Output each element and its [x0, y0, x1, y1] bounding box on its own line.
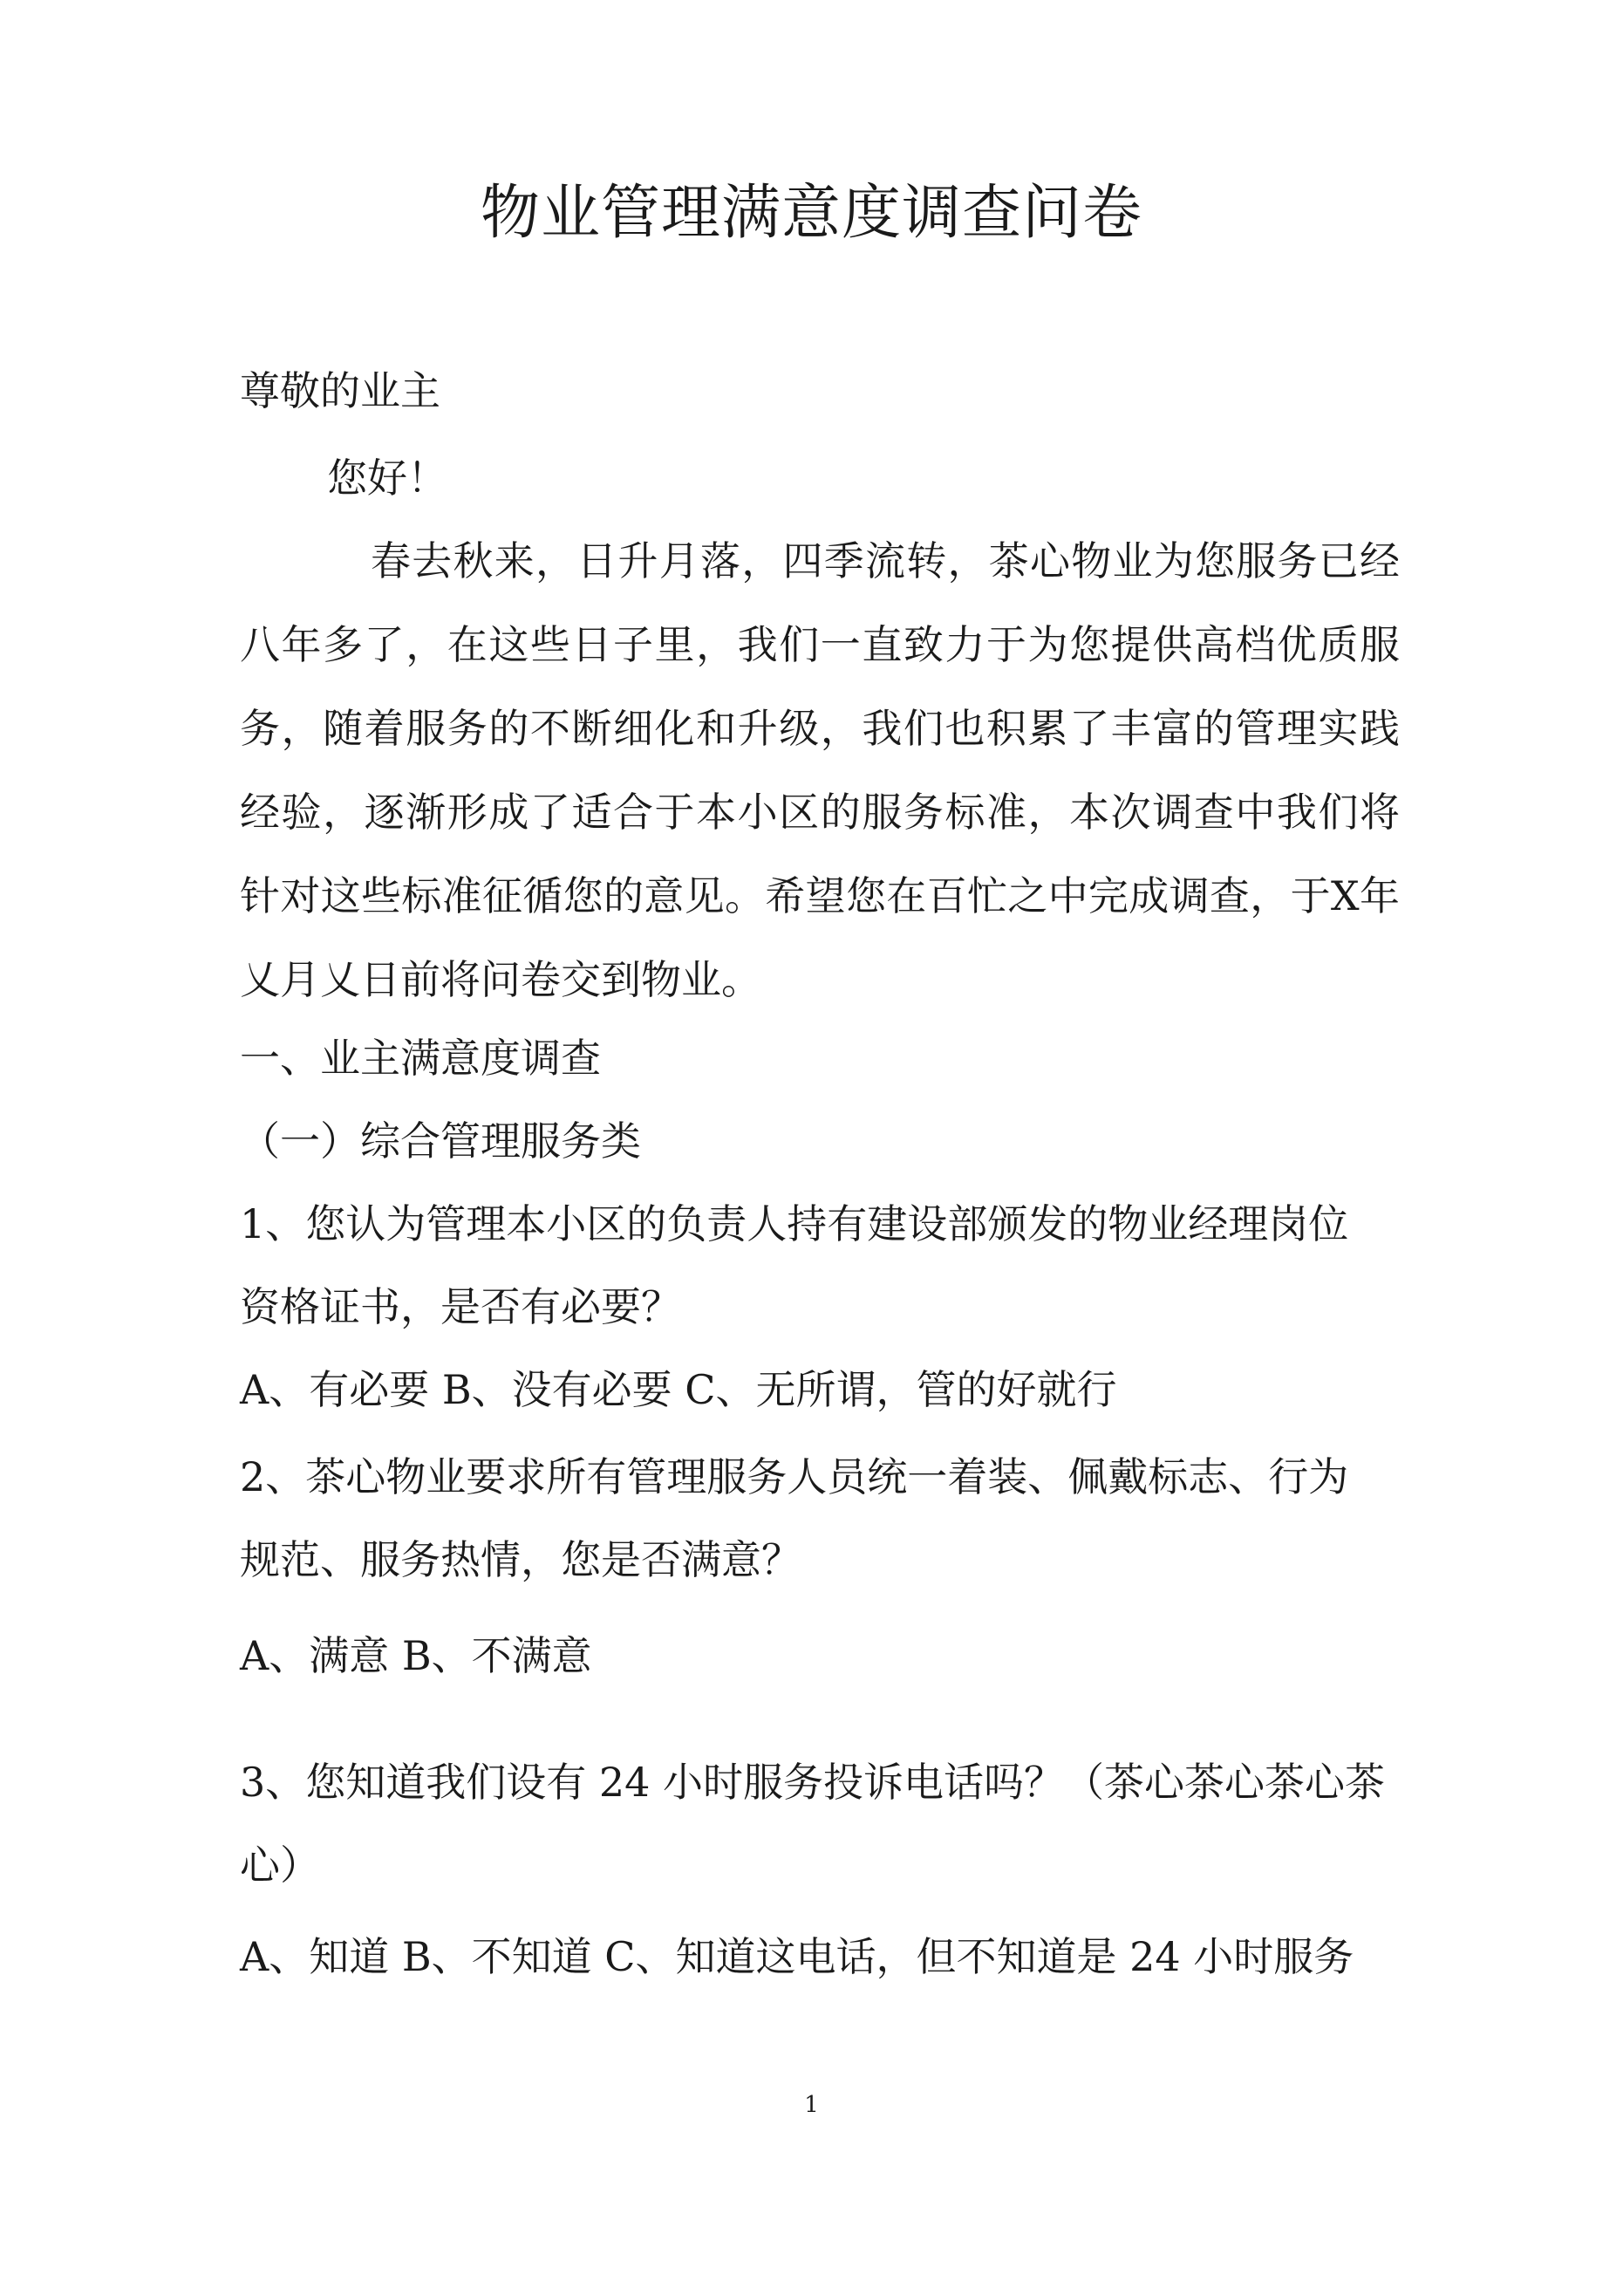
question-2-options: A、满意 B、不满意	[240, 1632, 592, 1679]
salutation: 尊敬的业主	[240, 367, 440, 414]
question-3-line-1: 3、您知道我们设有 24 小时服务投诉电话吗？（茶心茶心茶心茶	[240, 1759, 1386, 1806]
question-1-options: A、有必要 B、没有必要 C、无所谓，管的好就行	[240, 1366, 1117, 1413]
section-title: 一、业主满意度调查	[240, 1035, 601, 1082]
page-number: 1	[804, 2092, 819, 2118]
question-3-line-2: 心）	[240, 1842, 320, 1889]
greeting: 您好！	[327, 454, 447, 502]
question-3-options: A、知道 B、不知道 C、知道这电话，但不知道是 24 小时服务	[240, 1933, 1354, 1980]
intro-paragraph: 春去秋来，日升月落，四季流转，茶心物业为您服务已经八年多了，在这些日子里，我们一直致力于为您提供高档优质服务，随着服务的不断细化和升级，我们也积累了丰富的管理实践经验，逐渐形成了适合于本小区的服务标准，本次调查中我们将针对这些标准征循您的意见。希望您在百忙之中完成调查，于X年乂月乂日前将问卷交到物业。	[240, 537, 1400, 1003]
question-2-line-1: 2、茶心物业要求所有管理服务人员统一着装、佩戴标志、行为	[240, 1453, 1349, 1500]
question-1-line-2: 资格证书，是否有必要？	[240, 1283, 681, 1330]
document-title: 物业管理满意度调查问卷	[480, 179, 1142, 248]
question-2-line-2: 规范、服务热情，您是否满意？	[240, 1536, 801, 1583]
question-1-line-1: 1、您认为管理本小区的负责人持有建设部颁发的物业经理岗位	[240, 1200, 1349, 1247]
subsection-title: （一）综合管理服务类	[240, 1117, 641, 1165]
